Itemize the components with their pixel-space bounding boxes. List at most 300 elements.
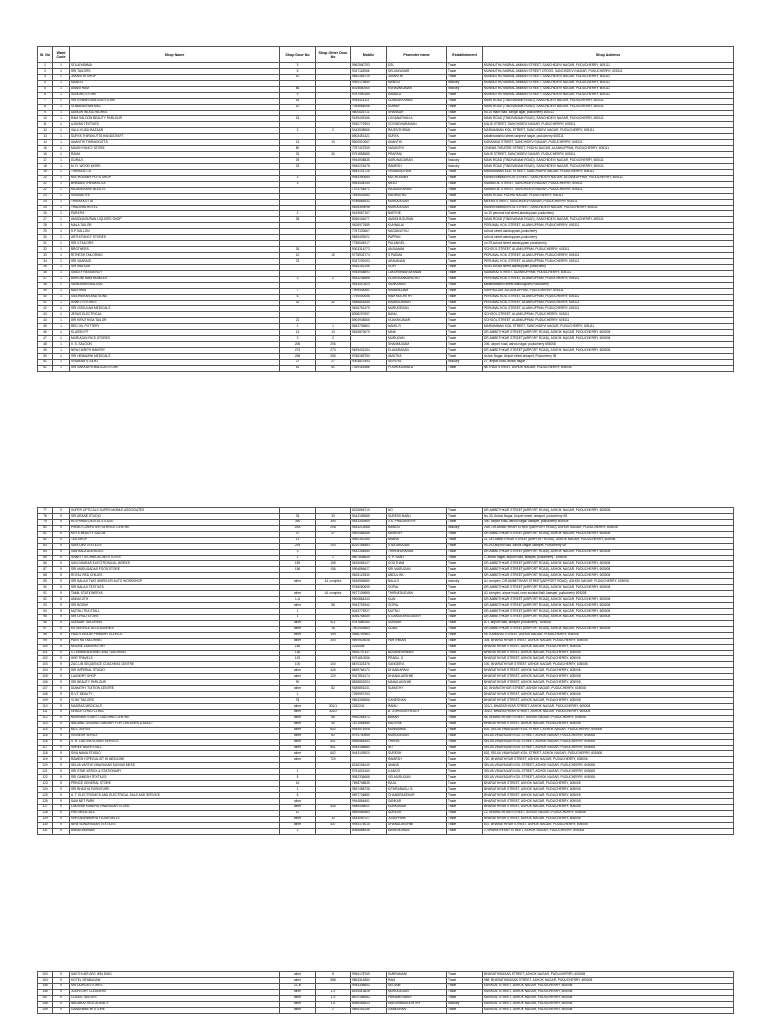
cell-promoter-name: ANJUMANI bbox=[387, 247, 447, 253]
cell-shop-door-no: 32 bbox=[280, 163, 316, 169]
cell-shop-other-door-no: 1 bbox=[316, 555, 351, 561]
cell-sl-no: 79 bbox=[38, 519, 53, 525]
cell-shop-name: SAN DHARAS ELECTRONICAL WORKS bbox=[70, 561, 280, 567]
cell-mobile: 9952336688 bbox=[351, 775, 387, 781]
cell-shop-other-door-no: 2 bbox=[316, 336, 351, 342]
cell-promoter-name: SURYA bbox=[387, 134, 447, 140]
cell-sl-no: 81 bbox=[38, 531, 53, 537]
cell-shop-name: SRI MURUGADAS FOOD STORE bbox=[70, 567, 280, 573]
cell-shop-address: MUNNUTHU MARIAL AMMAN STREET, SANCHIDEVI NAGAR, PUDUCHERRY, 605111 bbox=[483, 92, 734, 98]
cell-mobile: 9787885180 bbox=[351, 620, 387, 626]
cell-shop-door-no: other bbox=[280, 579, 316, 585]
cell-shop-address: Ashok Nagar, Airport street,lawspet, Puducherry 08 bbox=[483, 353, 734, 359]
cell-shop-other-door-no: 33 bbox=[316, 513, 351, 519]
cell-shop-name: JODHI DRY CLEANERS bbox=[70, 989, 280, 995]
cell-shop-name: SRI.V.TAILORS bbox=[70, 241, 280, 247]
cell-shop-other-door-no: A1 complex bbox=[316, 579, 351, 585]
cell-mobile: 9788080699 bbox=[351, 585, 387, 591]
cell-sl-no: 107 bbox=[38, 686, 53, 692]
cell-ward-code: 1 bbox=[53, 68, 70, 74]
cell-sl-no: 52 bbox=[38, 365, 53, 371]
cell-shop-name: PRIMO COMPUTER SERVICE CENTRE bbox=[70, 525, 280, 531]
cell-shop-address: SELVA VINAYAGAR KOIL STREET, ASHOK NAGAR, PUDUCHERRY, 605008 bbox=[483, 769, 734, 775]
cell-shop-name: M. R. WOOD WORK bbox=[70, 163, 280, 169]
cell-sl-no: 100 bbox=[38, 644, 53, 650]
cell-mobile: 9786189750 bbox=[351, 353, 387, 359]
cell-ward-code: 9 bbox=[53, 822, 70, 828]
cell-mobile: 8870188982 bbox=[351, 995, 387, 1001]
cell-establishment: Trade bbox=[447, 1007, 483, 1013]
shop-table-2 bbox=[37, 507, 734, 835]
cell-sl-no: 30 bbox=[38, 235, 53, 241]
cell-sl-no: 16 bbox=[38, 152, 53, 158]
cell-mobile: 9626068127 bbox=[351, 561, 387, 567]
cell-shop-door-no: 29A bbox=[280, 525, 316, 531]
cell-shop-address: A1 complex, DR.AMBETHKAR STREET(AIRPORT ROAD), ASHOK NAGAR, PUDUCHERRY, 605008 bbox=[483, 579, 734, 585]
cell-ward-code: 9 bbox=[53, 977, 70, 983]
cell-shop-door-no: other bbox=[280, 668, 316, 674]
cell-shop-address: BHARATHIYAR STREET, ASHOK NAGAR, PUDUCHERRY, 605008 bbox=[483, 798, 734, 804]
cell-promoter-name: ILANGO bbox=[387, 769, 447, 775]
cell-establishment: Industry bbox=[447, 86, 483, 92]
cell-shop-other-door-no: 206 bbox=[316, 342, 351, 348]
cell-shop-address: no.293,airport road, Ashok Nagar, lawspet, Puducherry 08 bbox=[483, 543, 734, 549]
cell-shop-name: SAROJINI TEXTILES bbox=[70, 543, 280, 549]
cell-ward-code: 1 bbox=[53, 169, 70, 175]
cell-shop-address: BHARATHIDASAN STREET, ASHOK NAGAR, PUDUCHERRY, 605008 bbox=[483, 972, 734, 978]
cell-shop-address: KANNIYAMMAN KOIL STREET, SANCHIDEVI NAGAR, PUDUCHERRY, 605111 bbox=[483, 205, 734, 211]
cell-ward-code: 1 bbox=[53, 187, 70, 193]
cell-mobile: 9442354680 bbox=[351, 549, 387, 555]
cell-sl-no: 21 bbox=[38, 181, 53, 187]
cell-sl-no: 45 bbox=[38, 324, 53, 330]
cell-shop-door-no: 21-B bbox=[280, 983, 316, 989]
cell-shop-address: 537, BHARATHIYAR STREET, ASHOK NAGAR, PUDUCHERRY, 605008 bbox=[483, 822, 734, 828]
table-section-3 bbox=[37, 971, 733, 1014]
cell-promoter-name: KITHRARASU. B bbox=[387, 787, 447, 793]
cell-mobile: 9626737337 bbox=[351, 650, 387, 656]
cell-ward-code: 9 bbox=[53, 1001, 70, 1007]
cell-mobile: 7373704571 bbox=[351, 187, 387, 193]
cell-ward-code: 1 bbox=[53, 348, 70, 354]
cell-mobile: 9962560753 bbox=[351, 63, 387, 69]
cell-promoter-name: KALIMUTHU bbox=[387, 193, 447, 199]
cell-promoter-name: DAKSHINAMOORTHY bbox=[387, 1001, 447, 1007]
cell-establishment: Trade bbox=[447, 763, 483, 769]
cell-shop-address: BHARATHIYAR STREET, ASHOK NAGAR, PUDUCHERRY, 605008 bbox=[483, 656, 734, 662]
cell-mobile: 9626761479 bbox=[351, 306, 387, 312]
cell-establishment: Trade bbox=[447, 626, 483, 632]
cell-shop-name: SIDDHUKAN AND SONS bbox=[70, 294, 280, 300]
cell-shop-other-door-no: 13 bbox=[316, 330, 351, 336]
cell-shop-name: SRI STAR XEROX & STATIONARY bbox=[70, 769, 280, 775]
cell-ward-code: 9 bbox=[53, 513, 70, 519]
cell-shop-name: MCC XEROX bbox=[70, 727, 280, 733]
cell-promoter-name: ANANTHI bbox=[387, 140, 447, 146]
cell-mobile: 9597726880 bbox=[351, 793, 387, 799]
cell-sl-no: 98 bbox=[38, 632, 53, 638]
cell-ward-code: 9 bbox=[53, 989, 70, 995]
cell-shop-name: SRI IMPERIAL STUDIO bbox=[70, 668, 280, 674]
cell-shop-address: 68, BHARATHIYAR STREET, ASHOK NAGAR, PUDUCHERRY, 605008 bbox=[483, 715, 734, 721]
cell-ward-code: 1 bbox=[53, 330, 70, 336]
cell-establishment: Trade bbox=[447, 977, 483, 983]
cell-promoter-name: SELVAKUMAR bbox=[387, 68, 447, 74]
cell-shop-other-door-no: 10 bbox=[316, 816, 351, 822]
cell-shop-address: 96, KAMARAJ STREET, ASHOK NAGAR, PUDUCHERRY, 605008 bbox=[483, 632, 734, 638]
cell-sl-no: 37 bbox=[38, 276, 53, 282]
cell-establishment: Trade bbox=[447, 620, 483, 626]
cell-promoter-name: BANU bbox=[387, 312, 447, 318]
cell-mobile: 9944390080 bbox=[351, 175, 387, 181]
cell-shop-door-no: 13 bbox=[280, 140, 316, 146]
cell-establishment: Trade bbox=[447, 336, 483, 342]
cell-shop-name: THADSHA HOTEL bbox=[70, 205, 280, 211]
cell-establishment: Trade bbox=[447, 247, 483, 253]
header-shop-other-door-no: Shop Other Door No bbox=[316, 47, 351, 63]
cell-shop-door-no: 66 bbox=[280, 86, 316, 92]
cell-shop-address: KAMAKOIL STREET, SANCHIDEVI NAGAR, PUDUCHERRY, 605111 bbox=[483, 181, 734, 187]
cell-shop-name: MORNING START COACHING CENTRE bbox=[70, 715, 280, 721]
cell-establishment: Trade bbox=[447, 698, 483, 704]
cell-shop-address: PERUMAL KOIL STREET, ALANKUPPAM, PUDUCHERRY, 605111 bbox=[483, 253, 734, 259]
header-sl-no: Sl. No bbox=[38, 47, 53, 63]
cell-shop-name: RAMA bbox=[70, 152, 280, 158]
cell-shop-name: AMUDHAGURAN LIQUORS SHOP bbox=[70, 217, 280, 223]
cell-establishment: Trade bbox=[447, 983, 483, 989]
cell-shop-door-no: 33 bbox=[280, 513, 316, 519]
cell-shop-other-door-no: A1 complex bbox=[316, 591, 351, 597]
cell-shop-other-door-no: 29A bbox=[316, 525, 351, 531]
cell-shop-address: PERUMAL KOIL STREET, ALANKUPPAM, PUDUCHERRY, 605111 bbox=[483, 258, 734, 264]
cell-ward-code: 1 bbox=[53, 365, 70, 371]
cell-promoter-name: MURUGAN bbox=[387, 336, 447, 342]
cell-shop-door-no: 21 bbox=[280, 318, 316, 324]
cell-shop-address: DR.AMBETHKAR STREET(AIRPORT ROAD), ASHOK NAGAR, PUDUCHERRY, 605008 bbox=[483, 603, 734, 609]
cell-shop-address: BHARATHIYAR STREET, ASHOK NAGAR, PUDUCHERRY, 605008 bbox=[483, 650, 734, 656]
cell-mobile: 9944864661 bbox=[351, 798, 387, 804]
cell-sl-no: 116 bbox=[38, 739, 53, 745]
cell-mobile: 9600510067 bbox=[351, 140, 387, 146]
cell-establishment: Trade bbox=[447, 531, 483, 537]
cell-ward-code: 9 bbox=[53, 525, 70, 531]
cell-shop-name: M.R.S BEAUTY SALON bbox=[70, 531, 280, 537]
cell-shop-name: ZAC-LIB SEQUENCE COACHING CENTRE bbox=[70, 662, 280, 668]
cell-shop-address: KAVIKUIL STREET, ASHOK NAGAR, PUDUCHERRY, 605008 bbox=[483, 995, 734, 1001]
cell-ward-code: 1 bbox=[53, 276, 70, 282]
cell-shop-door-no: 1-A bbox=[280, 597, 316, 603]
cell-sl-no: 124 bbox=[38, 787, 53, 793]
cell-sl-no: 38 bbox=[38, 282, 53, 288]
cell-promoter-name: S PADMA bbox=[387, 253, 447, 259]
cell-establishment: Trade bbox=[447, 798, 483, 804]
cell-establishment: Trade bbox=[447, 543, 483, 549]
cell-mobile: 9443213066 bbox=[351, 525, 387, 531]
cell-shop-name: SRI KIRUTHIGA TAILOR bbox=[70, 318, 280, 324]
cell-mobile: 8695766172 bbox=[351, 668, 387, 674]
cell-establishment: Trade bbox=[447, 205, 483, 211]
cell-sl-no: 13 bbox=[38, 134, 53, 140]
cell-establishment: Trade bbox=[447, 650, 483, 656]
cell-establishment: Trade bbox=[447, 223, 483, 229]
cell-promoter-name: SANKARAN bbox=[387, 282, 447, 288]
cell-shop-other-door-no: 602 bbox=[316, 727, 351, 733]
cell-shop-other-door-no: 199 bbox=[316, 632, 351, 638]
cell-mobile: 9486709483 bbox=[351, 632, 387, 638]
cell-promoter-name: SUMATHY bbox=[387, 686, 447, 692]
cell-shop-door-no: 16 bbox=[280, 98, 316, 104]
cell-shop-name: SUNDAR TAILORING bbox=[70, 620, 280, 626]
cell-mobile: 7339115586 bbox=[351, 365, 387, 371]
cell-establishment: Trade bbox=[447, 353, 483, 359]
cell-shop-address: KAVIKUIL STREET, ASHOK NAGAR, PUDUCHERRY, 605008 bbox=[483, 983, 734, 989]
cell-shop-name: SHRI AISHWARYA FLOUR MILLS bbox=[70, 816, 280, 822]
cell-sl-no: 88 bbox=[38, 573, 53, 579]
cell-mobile: 9894306556 bbox=[351, 698, 387, 704]
cell-shop-door-no: 3 bbox=[280, 181, 316, 187]
cell-establishment: Trade bbox=[447, 781, 483, 787]
cell-shop-door-no: 51 bbox=[280, 365, 316, 371]
cell-shop-other-door-no: 100 bbox=[316, 662, 351, 668]
cell-shop-name: ANNAI ABIRAMI bbox=[70, 828, 280, 834]
cell-ward-code: 1 bbox=[53, 264, 70, 270]
cell-shop-name: S. R. LAUTHA SOUND SERVICE bbox=[70, 739, 280, 745]
cell-shop-name: SRI BOOMI bbox=[70, 603, 280, 609]
cell-shop-address: school street,alankuppam,puducherry bbox=[483, 229, 734, 235]
cell-establishment: Trade bbox=[447, 116, 483, 122]
cell-sl-no: 127 bbox=[38, 804, 53, 810]
cell-shop-door-no: other bbox=[280, 591, 316, 597]
cell-mobile: 7639525282 bbox=[351, 193, 387, 199]
cell-sl-no: 130 bbox=[38, 822, 53, 828]
cell-sl-no: 153 bbox=[38, 972, 53, 978]
cell-shop-other-door-no: 301/1 bbox=[316, 703, 351, 709]
cell-shop-address: MAIN ROAD (TINDIVANAM ROAD), SANCHIDEVI NAGAR, PUDUCHERRY, 605111 bbox=[483, 163, 734, 169]
cell-sl-no: 19 bbox=[38, 169, 53, 175]
cell-shop-name: MALA TAILOR bbox=[70, 223, 280, 229]
cell-mobile: 7786545217 bbox=[351, 241, 387, 247]
cell-shop-address: MAIN ROAD (TINDIVANAM ROAD), SANCHIDEVI NAGAR, PUDUCHERRY, 605111 bbox=[483, 104, 734, 110]
cell-ward-code: 1 bbox=[53, 63, 70, 69]
cell-establishment: Trade bbox=[447, 745, 483, 751]
cell-establishment: Trade bbox=[447, 793, 483, 799]
cell-shop-name: CLASSI TAILORS bbox=[70, 995, 280, 1001]
cell-sl-no: 154 bbox=[38, 977, 53, 983]
cell-mobile: 8904948566 bbox=[351, 318, 387, 324]
cell-ward-code: 9 bbox=[53, 519, 70, 525]
cell-establishment: Trade bbox=[447, 519, 483, 525]
cell-promoter-name: MURUGESAN bbox=[387, 733, 447, 739]
cell-sl-no: 126 bbox=[38, 798, 53, 804]
cell-sl-no: 85 bbox=[38, 555, 53, 561]
cell-ward-code: 1 bbox=[53, 247, 70, 253]
cell-shop-name: SHREE NIDHI STALL bbox=[70, 745, 280, 751]
cell-ward-code: 1 bbox=[53, 181, 70, 187]
cell-mobile: 7787427539 bbox=[351, 146, 387, 152]
cell-shop-name: A. T. ELECTRONICS AND ELECTRICAL SALE AND SERVICE bbox=[70, 793, 280, 799]
cell-shop-name: ROYAL RED CHILIES bbox=[70, 573, 280, 579]
cell-shop-address: PERUMAL KOIL STREET, ALANKUPPAM, PUDUCHERRY, 605111 bbox=[483, 294, 734, 300]
cell-mobile: 9940772593 bbox=[351, 122, 387, 128]
cell-establishment: Trade bbox=[447, 288, 483, 294]
cell-shop-door-no: 3 bbox=[280, 63, 316, 69]
cell-promoter-name: MURUGESAN bbox=[387, 306, 447, 312]
table-body-2 bbox=[38, 508, 734, 835]
cell-promoter-name: RAJA bbox=[387, 781, 447, 787]
cell-shop-address: BHARATHIYAR STREET, ASHOK NAGAR, PUDUCHERRY, 605008 bbox=[483, 674, 734, 680]
cell-establishment: Trade bbox=[447, 146, 483, 152]
cell-ward-code: 9 bbox=[53, 543, 70, 549]
cell-sl-no: 111 bbox=[38, 709, 53, 715]
cell-shop-address: MUNNUTHU MARIAL AMMAN STREET, SANCHIDEVI NAGAR, PUDUCHERRY, 605111 bbox=[483, 80, 734, 86]
cell-shop-address: DR.AMBETHKAR STREET(AIRPORT ROAD), ASHOK NAGAR, PUDUCHERRY, 605008 bbox=[483, 348, 734, 354]
cell-shop-address: DR.AMBETHKAR STREET(AIRPORT ROAD), ASHOK NAGAR, PUDUCHERRY, 605008 bbox=[483, 561, 734, 567]
cell-sl-no: 102 bbox=[38, 656, 53, 662]
cell-ward-code: 1 bbox=[53, 158, 70, 164]
cell-sl-no: 103 bbox=[38, 662, 53, 668]
cell-establishment: Trade bbox=[447, 692, 483, 698]
cell-shop-door-no: 7 bbox=[280, 288, 316, 294]
cell-promoter-name: KAMALA bbox=[387, 92, 447, 98]
cell-shop-door-no: 2 bbox=[280, 336, 316, 342]
cell-sl-no: 6 bbox=[38, 92, 53, 98]
cell-ward-code: 1 bbox=[53, 241, 70, 247]
cell-sl-no: 77 bbox=[38, 508, 53, 514]
cell-shop-name: SRI ARANE STUDIO bbox=[70, 513, 280, 519]
cell-mobile: 8056465533 bbox=[351, 1001, 387, 1007]
cell-shop-address: DR.AMBETHKAR STREET(AIRPORT ROAD), ASHOK NAGAR, PUDUCHERRY, 605008 bbox=[483, 597, 734, 603]
cell-mobile: 9894918008 bbox=[351, 638, 387, 644]
cell-ward-code: 1 bbox=[53, 258, 70, 264]
cell-shop-door-no: 29 bbox=[280, 158, 316, 164]
cell-shop-other-door-no: 720 bbox=[316, 757, 351, 763]
cell-ward-code: 9 bbox=[53, 549, 70, 555]
cell-establishment: Trade bbox=[447, 508, 483, 514]
cell-ward-code: 1 bbox=[53, 199, 70, 205]
cell-establishment: Trade bbox=[447, 294, 483, 300]
cell-promoter-name: MURUGESAN bbox=[387, 199, 447, 205]
cell-shop-address: 588, BHARATHIDASAN STREET, ASHOK NAGAR, PUDUCHERRY, 605008 bbox=[483, 977, 734, 983]
cell-mobile: 9940221676 bbox=[351, 163, 387, 169]
cell-sl-no: 155 bbox=[38, 983, 53, 989]
cell-promoter-name: GOUTHAM bbox=[387, 561, 447, 567]
cell-establishment: Trade bbox=[447, 63, 483, 69]
header-row bbox=[38, 47, 734, 63]
cell-shop-address: MUNNUTHU MARIAL AMMAN STREET, SANCHIDEVI NAGAR, PUDUCHERRY, 605111 bbox=[483, 63, 734, 69]
cell-sl-no: 114 bbox=[38, 727, 53, 733]
cell-establishment: Trade bbox=[447, 300, 483, 306]
cell-shop-door-no: 1 bbox=[280, 555, 316, 561]
cell-establishment: Trade bbox=[447, 324, 483, 330]
cell-promoter-name: RAMESH bbox=[387, 757, 447, 763]
cell-establishment: Trade bbox=[447, 810, 483, 816]
cell-shop-door-no: other bbox=[280, 1001, 316, 1007]
cell-sl-no: 11 bbox=[38, 122, 53, 128]
cell-shop-name: TAMIL STATIONERYA bbox=[70, 591, 280, 597]
cell-sl-no: 117 bbox=[38, 745, 53, 751]
cell-shop-other-door-no: 601 bbox=[316, 745, 351, 751]
cell-shop-door-no: 32 bbox=[280, 300, 316, 306]
cell-shop-address: no.29,school street,alankuppam,pondicherry bbox=[483, 241, 734, 247]
cell-sl-no: 93 bbox=[38, 603, 53, 609]
cell-sl-no: 49 bbox=[38, 348, 53, 354]
table-section-2 bbox=[37, 507, 733, 835]
cell-shop-name: SRI ESWARI MALIGAI STORE bbox=[70, 98, 280, 104]
cell-sl-no: 105 bbox=[38, 674, 53, 680]
cell-shop-other-door-no: 120 bbox=[316, 674, 351, 680]
cell-establishment: Trade bbox=[447, 270, 483, 276]
cell-sl-no: 4 bbox=[38, 80, 53, 86]
cell-sl-no: 123 bbox=[38, 781, 53, 787]
cell-establishment: Trade bbox=[447, 152, 483, 158]
cell-promoter-name: GOPAL bbox=[387, 603, 447, 609]
cell-ward-code: 9 bbox=[53, 715, 70, 721]
cell-sl-no: 96 bbox=[38, 620, 53, 626]
cell-promoter-name: KUAI bbox=[387, 597, 447, 603]
cell-sl-no: 43 bbox=[38, 312, 53, 318]
cell-shop-address: DR.AMBETHKAR STREET(AIRPORT ROAD), ASHOK NAGAR, PUDUCHERRY, 605008 bbox=[483, 330, 734, 336]
cell-ward-code: 1 bbox=[53, 98, 70, 104]
cell-sl-no: 87 bbox=[38, 567, 53, 573]
cell-shop-other-door-no: 534 bbox=[316, 804, 351, 810]
cell-shop-door-no: 32 bbox=[280, 152, 316, 158]
cell-shop-address: 301/1, BHARATHIYAR STREET, ASHOK NAGAR, PUDUCHERRY, 605008 bbox=[483, 703, 734, 709]
cell-shop-name: SANKARAN MALIGAI bbox=[70, 282, 280, 288]
cell-ward-code: 9 bbox=[53, 828, 70, 834]
cell-shop-address: 602, SELVA VINAYAGAR KOIL STREET, ASHOK NAGAR, PUDUCHERRY, 605008 bbox=[483, 751, 734, 757]
cell-mobile: 8015680440 bbox=[351, 86, 387, 92]
cell-shop-other-door-no: 82 bbox=[316, 686, 351, 692]
cell-promoter-name: SHANMUGAM bbox=[387, 342, 447, 348]
cell-ward-code: 9 bbox=[53, 739, 70, 745]
cell-sl-no: 109 bbox=[38, 698, 53, 704]
cell-shop-name: KLASSN PT bbox=[70, 330, 280, 336]
cell-ward-code: 9 bbox=[53, 787, 70, 793]
cell-promoter-name: PALANIVEL bbox=[387, 241, 447, 247]
cell-shop-address: 29A, DR.AMBETHKAR STREET(AIRPORT ROAD), ASHOK NAGAR, PUDUCHERRY, 605008 bbox=[483, 525, 734, 531]
cell-shop-other-door-no: 1-6 bbox=[316, 1001, 351, 1007]
cell-sl-no: 119 bbox=[38, 757, 53, 763]
cell-mobile: 2220508 bbox=[351, 644, 387, 650]
cell-promoter-name: PARAMESWARI bbox=[387, 995, 447, 1001]
cell-mobile: 8098207697 bbox=[351, 312, 387, 318]
cell-shop-address: BHARATHIYAR STREET, ASHOK NAGAR, PUDUCHERRY, 605008 bbox=[483, 721, 734, 727]
cell-promoter-name: DHANDAPANI bbox=[387, 668, 447, 674]
cell-mobile: 9791858585 bbox=[351, 152, 387, 158]
cell-sl-no: 82 bbox=[38, 537, 53, 543]
cell-ward-code: 9 bbox=[53, 656, 70, 662]
cell-promoter-name: PAPPAN bbox=[387, 235, 447, 241]
cell-shop-address: MAIN ROAD (TINDIVANAM ROAD), SANCHIDEVI NAGAR, PUDUCHERRY, 605111 bbox=[483, 217, 734, 223]
cell-sl-no: 32 bbox=[38, 247, 53, 253]
cell-promoter-name: LOGANATHAN A bbox=[387, 116, 447, 122]
cell-mobile: 9791730965 bbox=[351, 733, 387, 739]
cell-mobile: 9843131725 bbox=[351, 169, 387, 175]
cell-shop-name: SRI BEAUTY PARLOUR bbox=[70, 680, 280, 686]
cell-promoter-name: SUBRAMANI bbox=[387, 972, 447, 978]
cell-establishment: Trade bbox=[447, 816, 483, 822]
cell-establishment: Trade bbox=[447, 561, 483, 567]
cell-shop-address: SELVA VINAYAGAR KOIL STREET, ASHOK NAGAR, PUDUCHERRY, 605008 bbox=[483, 763, 734, 769]
cell-establishment: Trade bbox=[447, 104, 483, 110]
cell-shop-door-no: 1 bbox=[280, 614, 316, 620]
cell-establishment: Industry bbox=[447, 525, 483, 531]
cell-mobile: 9443189685 bbox=[351, 513, 387, 519]
cell-ward-code: 9 bbox=[53, 537, 70, 543]
cell-establishment: Trade bbox=[447, 709, 483, 715]
cell-mobile: 9443238966 bbox=[351, 276, 387, 282]
cell-mobile: 7502409563 bbox=[351, 626, 387, 632]
